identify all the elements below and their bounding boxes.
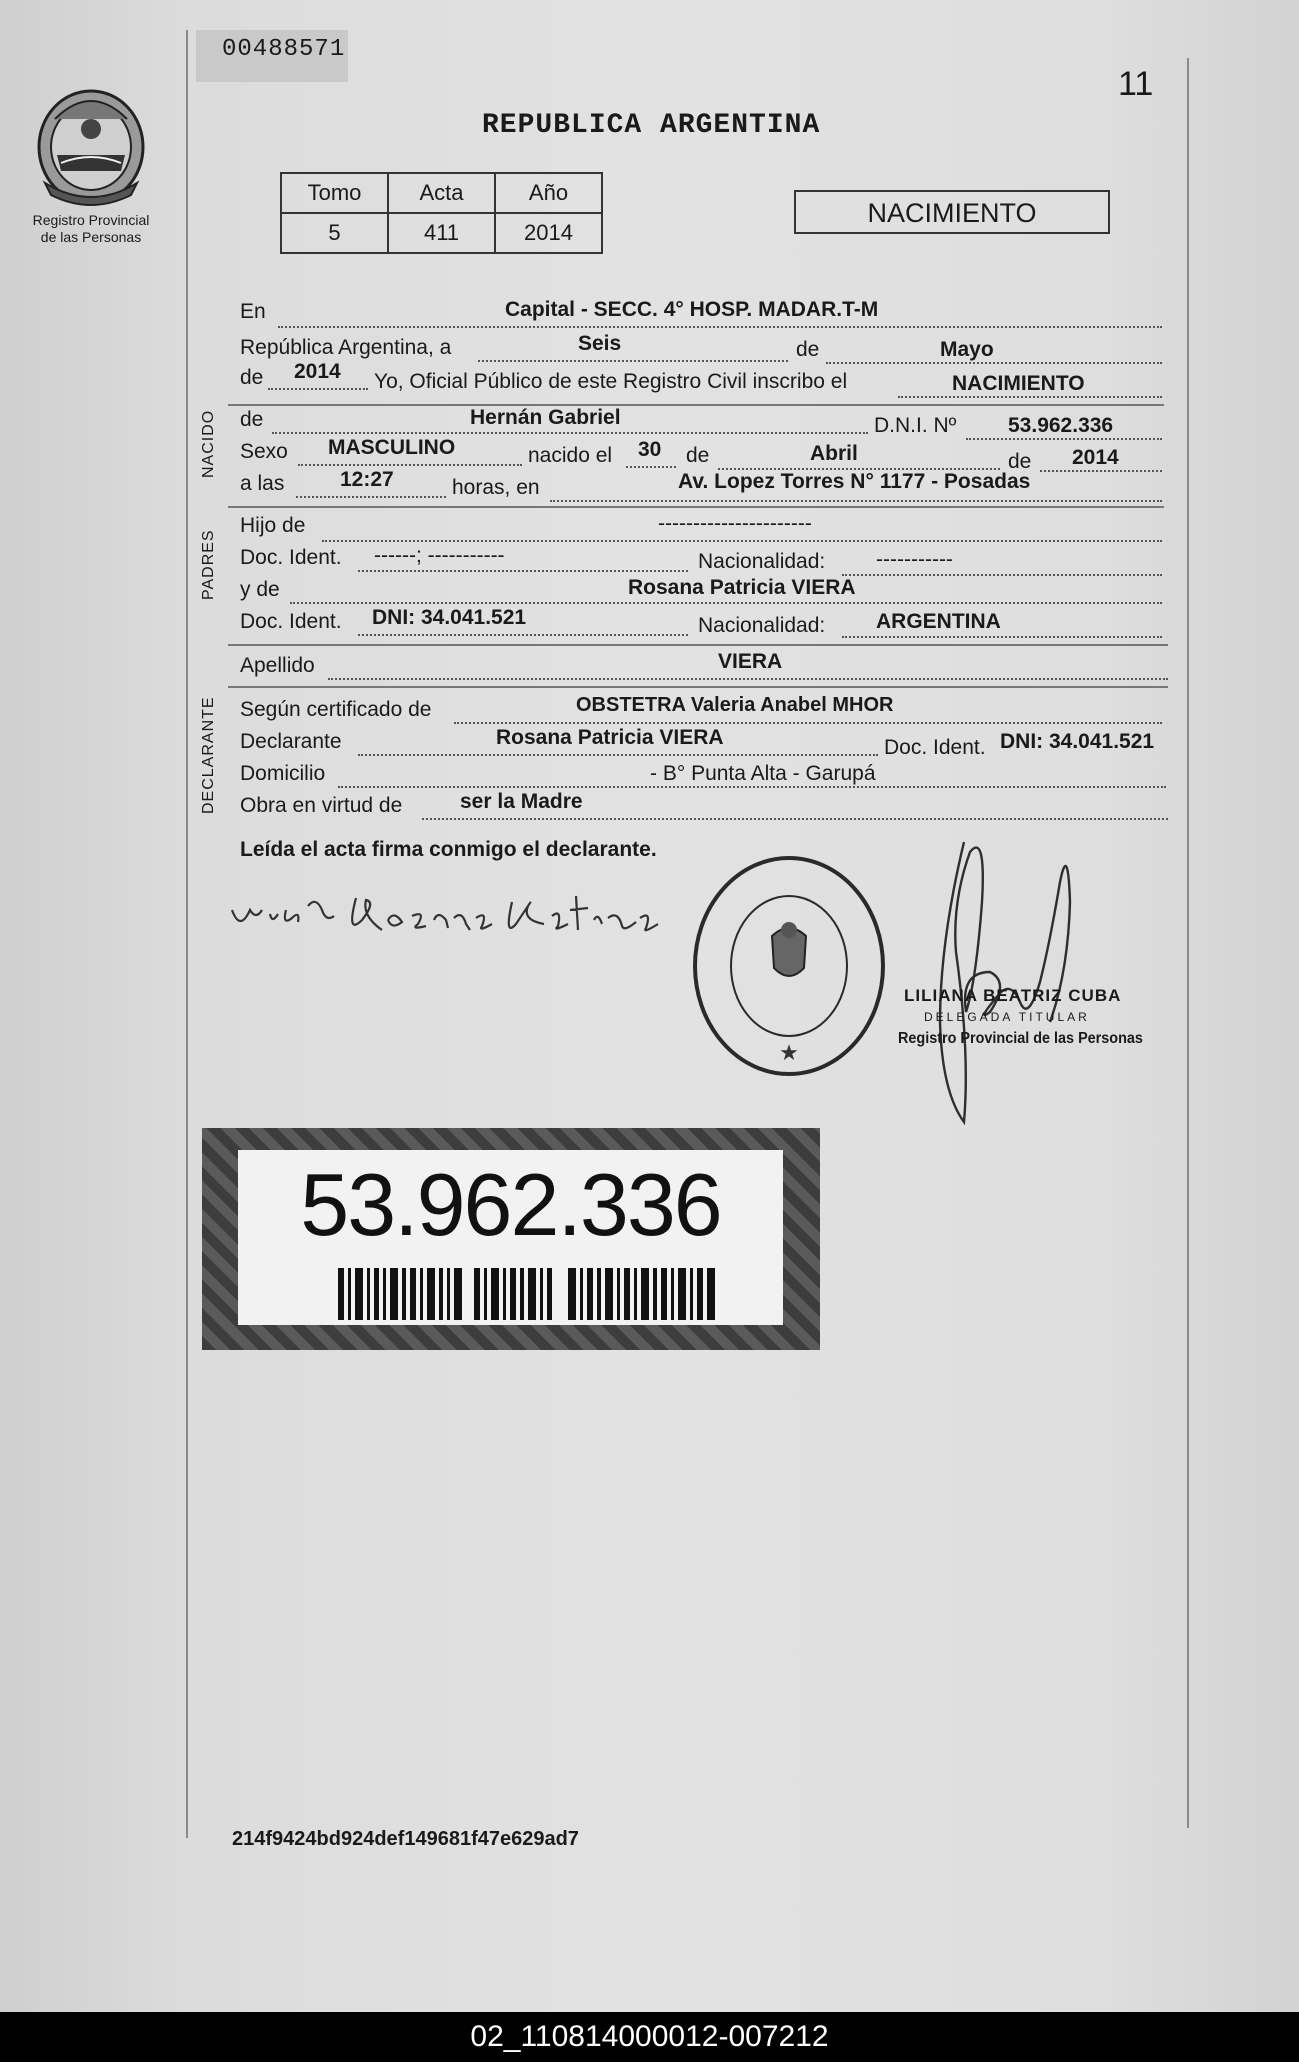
- value-sexo: MASCULINO: [328, 436, 456, 459]
- value-certificado: OBSTETRA Valeria Anabel MHOR: [576, 694, 894, 716]
- dots-obra: [422, 818, 1168, 820]
- document-hash: 214f9424bd924def149681f47e629ad7: [232, 1828, 579, 1850]
- value-madre-nac: ARGENTINA: [876, 610, 1001, 633]
- value-nac-dia: 30: [638, 438, 662, 461]
- dots-hora-line: [296, 496, 446, 498]
- label-sexo: Sexo: [240, 440, 288, 463]
- value-obra: ser la Madre: [460, 790, 583, 813]
- label-de-mes: de: [796, 338, 820, 361]
- header-acta: Acta: [388, 173, 495, 213]
- misiones-seal-icon: [31, 85, 151, 207]
- value-nac-anio: 2014: [1072, 446, 1119, 469]
- dots-dia: [478, 360, 788, 362]
- label-apellido: Apellido: [240, 654, 315, 677]
- separator-2: [228, 506, 1164, 508]
- dots-domicilio-nac: [550, 500, 1162, 502]
- label-doc-ident-madre: Doc. Ident.: [240, 610, 342, 633]
- dots-padre-doc: [358, 570, 688, 572]
- record-type-box: NACIMIENTO: [794, 190, 1110, 234]
- logo-caption-line2: de las Personas: [40, 229, 142, 245]
- dots-madre-nac: [842, 636, 1162, 638]
- file-id-footer: 02_110814000012-007212: [0, 2012, 1299, 2062]
- svg-text:★: ★: [779, 1041, 799, 1066]
- value-padre-doc: ------; -----------: [374, 544, 505, 567]
- label-en: En: [240, 300, 266, 323]
- value-tomo: 5: [281, 213, 388, 253]
- separator-4: [228, 686, 1168, 688]
- label-a-las: a las: [240, 472, 285, 495]
- value-dia: Seis: [578, 332, 622, 355]
- label-dni: D.N.I. Nº: [874, 414, 957, 437]
- label-de-nac-anio: de: [1008, 450, 1032, 473]
- label-segun: Según certificado de: [240, 698, 432, 721]
- official-signature: [900, 822, 1120, 1132]
- leida-statement: Leída el acta firma conmigo el declarante.: [240, 838, 657, 861]
- dots-domicilio: [338, 786, 1166, 788]
- page-number: 11: [1118, 65, 1154, 103]
- label-nacido-el: nacido el: [528, 444, 613, 467]
- logo-caption-line1: Registro Provincial: [32, 212, 150, 228]
- value-domicilio: - B° Punta Alta - Garupá: [650, 762, 876, 785]
- value-padre-nac: -----------: [876, 548, 953, 571]
- value-lugar: Capital - SECC. 4° HOSP. MADAR.T-M: [505, 298, 879, 321]
- dots-certificado: [454, 722, 1162, 724]
- dots-declarante: [358, 754, 878, 756]
- province-logo: [22, 85, 160, 246]
- separator-1: [228, 404, 1164, 406]
- dni-number: 53.962.336: [300, 1155, 721, 1254]
- dots-nac-dia: [626, 466, 676, 468]
- value-hora: 12:27: [340, 468, 394, 491]
- label-hijo-de: Hijo de: [240, 514, 306, 537]
- dots-dni: [966, 438, 1162, 440]
- value-declarante-doc: DNI: 34.041.521: [1000, 730, 1155, 753]
- label-yo: Yo, Oficial Público de este Registro Civil inscribo el: [374, 370, 848, 393]
- header-anio: Año: [495, 173, 602, 213]
- label-domicilio: Domicilio: [240, 762, 326, 785]
- value-anio: 2014: [294, 360, 341, 383]
- dots-padre-nac: [842, 574, 1162, 576]
- value-anio: 2014: [495, 213, 602, 253]
- label-de-anio: de: [240, 366, 264, 389]
- value-nombre: Hernán Gabriel: [470, 406, 621, 429]
- value-declarante: Rosana Patricia VIERA: [496, 726, 724, 749]
- value-nac-mes: Abril: [810, 442, 858, 465]
- declarant-signature: [226, 880, 676, 960]
- left-margin-line: [186, 30, 188, 1838]
- section-label-declarante: DECLARANTE: [200, 696, 217, 814]
- header-tomo: Tomo: [281, 173, 388, 213]
- separator-3: [228, 644, 1168, 646]
- official-org: Registro Provincial de las Personas: [898, 1030, 1143, 1047]
- value-domicilio-nac: Av. Lopez Torres N° 1177 - Posadas: [678, 470, 1031, 493]
- label-de-nombre: de: [240, 408, 264, 431]
- dots-tipo: [898, 396, 1162, 398]
- value-apellido: VIERA: [718, 650, 783, 673]
- official-name: LILIANA BEATRIZ CUBA: [904, 986, 1122, 1005]
- label-de-nac-mes: de: [686, 444, 710, 467]
- dots-nombre: [272, 432, 868, 434]
- section-label-padres: PADRES: [200, 529, 217, 600]
- value-padre: ----------------------: [658, 512, 812, 535]
- dni-label-inner: [238, 1150, 783, 1325]
- right-margin-line: [1187, 58, 1189, 1828]
- label-republica: República Argentina, a: [240, 336, 452, 359]
- dots-mes: [826, 362, 1162, 364]
- label-doc-ident-declarante: Doc. Ident.: [884, 736, 986, 759]
- dots-sexo: [298, 464, 522, 466]
- value-madre-doc: DNI: 34.041.521: [372, 606, 527, 629]
- label-nacionalidad-padre: Nacionalidad:: [698, 550, 826, 573]
- value-madre: Rosana Patricia VIERA: [628, 576, 856, 599]
- dots-nac-anio: [1040, 470, 1162, 472]
- value-tipo: NACIMIENTO: [952, 372, 1085, 395]
- label-declarante: Declarante: [240, 730, 342, 753]
- dots-madre: [290, 602, 1162, 604]
- label-horas-en: horas, en: [452, 476, 540, 499]
- value-acta: 411: [388, 213, 495, 253]
- label-y-de: y de: [240, 578, 280, 601]
- official-role: DELEGADA TITULAR: [924, 1010, 1090, 1024]
- delegation-stamp: [688, 850, 890, 1082]
- tomo-acta-anio-table: [280, 172, 603, 254]
- value-mes: Mayo: [940, 338, 994, 361]
- label-obra: Obra en virtud de: [240, 794, 403, 817]
- barcode-icon: [338, 1268, 718, 1320]
- dots-anio: [268, 388, 368, 390]
- serial-number: 00488571: [196, 30, 348, 82]
- document-title: REPUBLICA ARGENTINA: [482, 110, 821, 141]
- dni-label: [202, 1128, 820, 1350]
- value-dni: 53.962.336: [1008, 414, 1114, 437]
- section-label-nacido: NACIDO: [200, 409, 217, 478]
- label-nacionalidad-madre: Nacionalidad:: [698, 614, 826, 637]
- dots-apellido: [328, 678, 1168, 680]
- label-doc-ident-padre: Doc. Ident.: [240, 546, 342, 569]
- dots-en: [278, 326, 1162, 328]
- dots-madre-doc: [358, 634, 688, 636]
- dots-padre: [322, 540, 1162, 542]
